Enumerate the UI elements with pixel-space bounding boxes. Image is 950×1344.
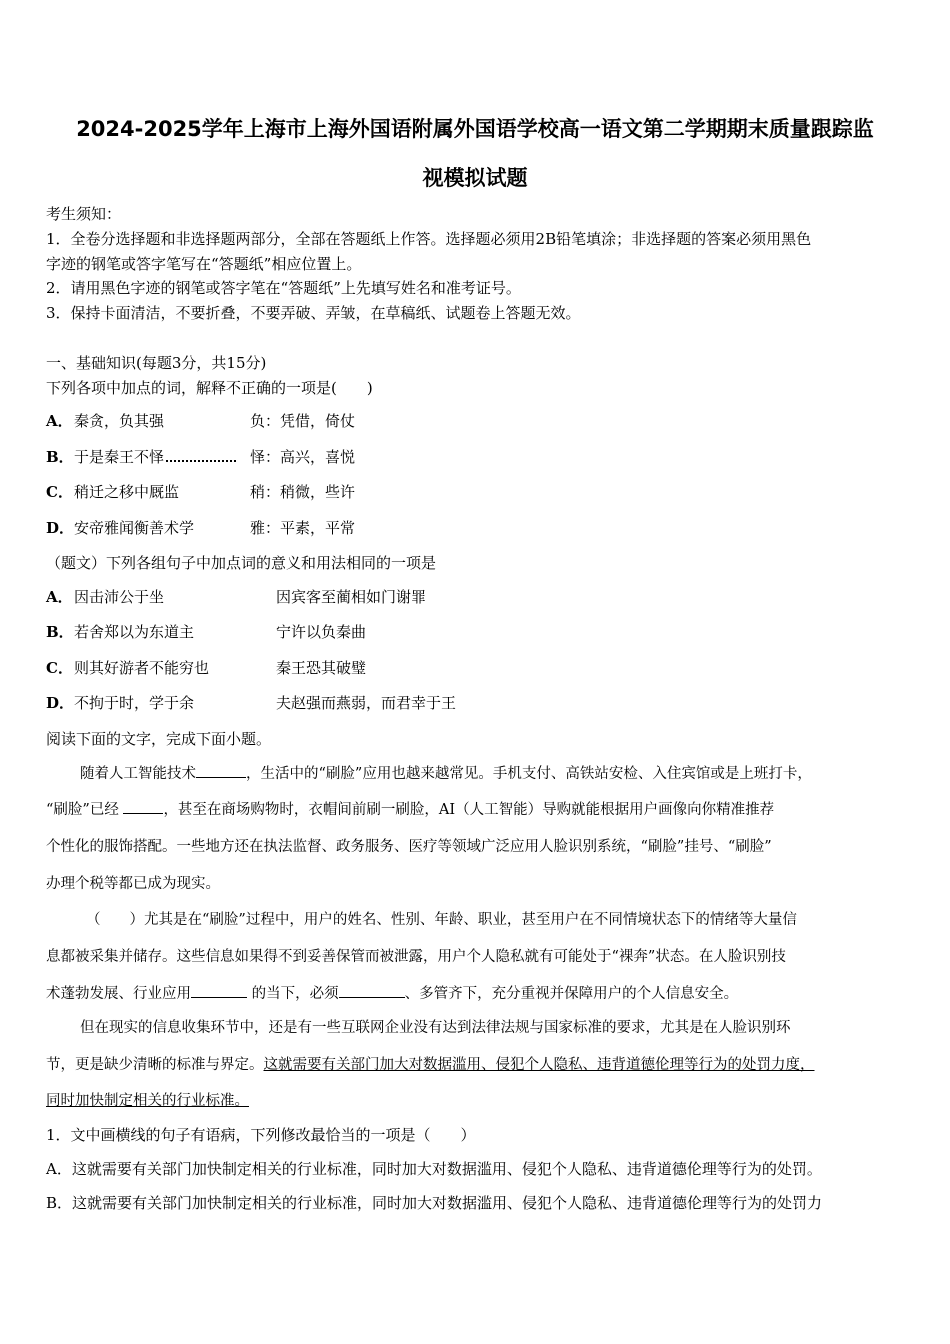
question-3-stem: 1．文中画横线的句子有语病，下列修改最恰当的一项是（ ） bbox=[46, 1126, 476, 1144]
option-text: 安帝雅闻衡善术学 bbox=[74, 519, 195, 537]
fill-blank-1 bbox=[196, 776, 246, 778]
reading-p1-line3: 个性化的服饰搭配。一些地方还在执法监督、政务服务、医疗等领域广泛应用人脸识别系统，“刷脸”挂号、“刷脸” bbox=[46, 839, 772, 855]
option-text: 若舍郑以为东道主 bbox=[74, 623, 195, 641]
reading-p2-line3 bbox=[46, 982, 908, 1003]
option-text: 因击沛公于坐 bbox=[74, 588, 165, 606]
option-key: B． bbox=[46, 623, 74, 641]
exam-title-line1: 2024-2025学年上海市上海外国语附属外国语学校高一语文第二学期期末质量跟踪监 bbox=[76, 117, 874, 141]
section-heading: 一、基础知识(每题3分，共15分) bbox=[46, 354, 267, 372]
notice-item-1: 1．全卷分选择题和非选择题两部分，全部在答题纸上作答。选择题必须用2B铅笔填涂；非选择题的答案必须用黑色 bbox=[46, 230, 812, 248]
option-text: 稍迁之移中厩监 bbox=[74, 483, 180, 501]
fill-blank-2 bbox=[123, 812, 163, 814]
underlined-sentence: 同时加快制定相关的行业标准。 bbox=[46, 1093, 249, 1109]
question-3-option-b: B．这就需要有关部门加快制定相关的行业标准，同时加大对数据滥用、侵犯个人隐私、违背道德伦理等行为的处罚力 bbox=[46, 1194, 823, 1212]
text-run: ，甚至在商场购物时，衣帽间前刷一刷脸，AI（人工智能）导购就能根据用户画像向你精准推荐 bbox=[163, 802, 775, 818]
reading-p2-line1: （ ）尤其是在“刷脸”过程中，用户的姓名、性别、年龄、职业，甚至用户在不同情境状态下的情绪等大量信 bbox=[86, 912, 797, 928]
text-run: 、多管齐下，充分重视并保障用户的个人信息安全。 bbox=[404, 986, 739, 1002]
option-key: A． bbox=[46, 412, 73, 430]
option-text: 则其好游者不能穷也 bbox=[74, 659, 210, 677]
reading-p1-line1 bbox=[80, 762, 942, 783]
fill-blank-3 bbox=[191, 996, 247, 998]
option-gloss: 怿：高兴，喜悦 bbox=[250, 448, 356, 466]
exam-title-line2: 视模拟试题 bbox=[422, 166, 528, 190]
reading-p2-line2: 息都被采集并储存。这些信息如果得不到妥善保管而被泄露，用户个人隐私就有可能处于“裸奔”状态。在人脸识别技 bbox=[46, 949, 786, 965]
reading-p3-line2 bbox=[46, 1053, 908, 1074]
option-key: C． bbox=[46, 483, 73, 501]
option-text: 秦贪，负其强 bbox=[74, 412, 165, 430]
option-gloss: 因宾客至蔺相如门谢罪 bbox=[276, 588, 427, 606]
question-1-option-a bbox=[46, 410, 356, 431]
underlined-sentence: 这就需要有关部门加大对数据滥用、侵犯个人隐私、违背道德伦理等行为的处罚力度， bbox=[263, 1057, 815, 1073]
option-gloss: 秦王恐其破璧 bbox=[276, 659, 367, 677]
question-2-option-b bbox=[46, 621, 367, 642]
option-key: D． bbox=[46, 519, 75, 537]
question-2-stem: （题文）下列各组句子中加点词的意义和用法相同的一项是 bbox=[46, 554, 437, 572]
reading-p3-line1: 但在现实的信息收集环节中，还是有一些互联网企业没有达到法律法规与国家标准的要求，尤其是在人脸识别环 bbox=[80, 1020, 791, 1036]
question-1-option-d bbox=[46, 517, 356, 538]
notice-item-3: 3．保持卡面清洁，不要折叠，不要弄破、弄皱，在草稿纸、试题卷上答题无效。 bbox=[46, 304, 581, 322]
option-gloss: 宁许以负秦曲 bbox=[276, 623, 367, 641]
reading-intro: 阅读下面的文字，完成下面小题。 bbox=[46, 730, 272, 748]
text-run: 的当下，必须 bbox=[247, 986, 339, 1002]
option-gloss: 夫赵强而燕弱，而君幸于王 bbox=[276, 694, 457, 712]
option-gloss: 雅：平素，平常 bbox=[250, 519, 356, 537]
text-run: 节，更是缺少清晰的标准与界定。 bbox=[46, 1057, 264, 1073]
notice-item-1-cont: 字迹的钢笔或答字笔写在“答题纸”相应位置上。 bbox=[46, 255, 362, 273]
reading-p3-line3 bbox=[46, 1089, 908, 1110]
emphasis-dots bbox=[166, 457, 236, 462]
notice-item-2: 2．请用黑色字迹的钢笔或答字笔在“答题纸”上先填写姓名和准考证号。 bbox=[46, 279, 521, 297]
notice-heading: 考生须知： bbox=[46, 205, 122, 223]
question-3-option-a: A．这就需要有关部门加快制定相关的行业标准，同时加大对数据滥用、侵犯个人隐私、违背道德伦理等行为的处罚。 bbox=[46, 1160, 822, 1178]
text-run: “刷脸”已经 bbox=[46, 802, 124, 818]
option-text: 于是秦王不怿 bbox=[74, 448, 165, 466]
text-run: 随着人工智能技术 bbox=[80, 766, 196, 782]
question-1-option-b bbox=[46, 446, 356, 467]
text-run: 术蓬勃发展、行业应用 bbox=[46, 986, 191, 1002]
option-key: D． bbox=[46, 694, 75, 712]
fill-blank-4 bbox=[339, 996, 405, 998]
option-key: B． bbox=[46, 448, 74, 466]
question-2-option-d bbox=[46, 692, 457, 713]
reading-p1-line4: 办理个税等都已成为现实。 bbox=[46, 876, 220, 892]
option-text: 不拘于时，学于余 bbox=[74, 694, 195, 712]
option-key: A． bbox=[46, 588, 73, 606]
question-1-stem: 下列各项中加点的词，解释不正确的一项是( ) bbox=[46, 379, 373, 397]
text-run: ，生活中的“刷脸”应用也越来越常见。手机支付、高铁站安检、入住宾馆或是上班打卡， bbox=[246, 766, 812, 782]
question-1-option-c bbox=[46, 481, 356, 502]
question-2-option-a bbox=[46, 586, 427, 607]
reading-p1-line2 bbox=[46, 798, 908, 819]
option-gloss: 负：凭借，倚仗 bbox=[250, 412, 356, 430]
option-gloss: 稍：稍微，些许 bbox=[250, 483, 356, 501]
question-2-option-c bbox=[46, 657, 367, 678]
option-key: C． bbox=[46, 659, 73, 677]
